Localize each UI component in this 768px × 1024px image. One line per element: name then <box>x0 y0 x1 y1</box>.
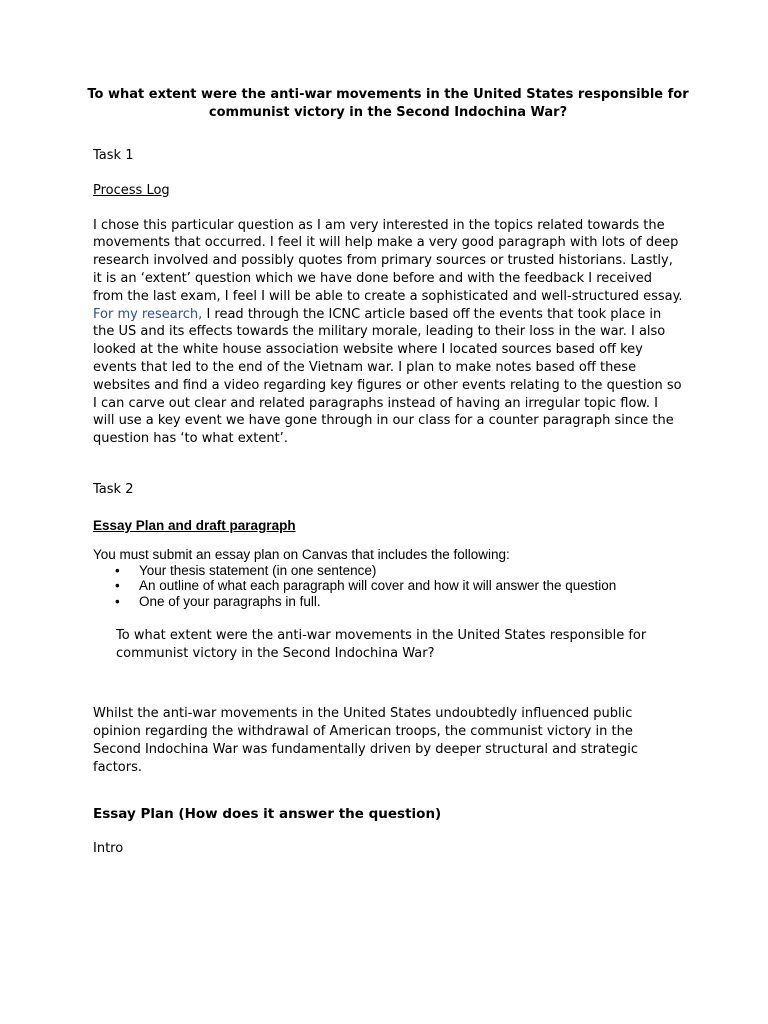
task2-label: Task 2 <box>93 481 134 497</box>
process-log-text-2: I read through the ICNC article based off the events that took place in the US and its effects towards the military morale, leading to their loss in the war. I also looked at the white house association website where I located sources based off key events that led to the end of the Vietnam war. I plan to make notes based off these websites and find a video regarding key figures or other events relating to the question so I can carve out clear and related paragraphs instead of having an irregular topic flow. I will use a key event we have gone through in our class for a counter paragraph since the question has ‘to what extent’. <box>93 306 682 447</box>
thesis-statement: Whilst the anti-war movements in the United States undoubtedly influenced public opinion regarding the withdrawal of American troops, the communist victory in the Second Indochina War was fundamentally driven by deeper structural and strategic factors. <box>93 706 639 776</box>
intro-label: Intro <box>93 841 124 857</box>
bullet-icon: • <box>115 593 120 609</box>
process-log-heading: Process Log <box>93 182 170 198</box>
requirement-item <box>93 578 683 594</box>
title-line-1: To what extent were the anti-war movements in the United States responsible for <box>87 87 689 102</box>
title-line-2: communist victory in the Second Indochina War? <box>208 105 568 120</box>
requirement-text: Your thesis statement (in one sentence) <box>139 562 377 578</box>
bullet-icon: • <box>115 578 120 594</box>
requirement-text: An outline of what each paragraph will cover and how it will answer the question <box>139 578 617 594</box>
essay-question: To what extent were the anti-war movements in the United States responsible for communist victory in the Second Indochina War? <box>116 628 647 662</box>
research-link-text: For my research, <box>93 306 203 322</box>
process-log-paragraph <box>93 217 683 448</box>
document-page <box>87 86 689 871</box>
essay-plan-draft-heading: Essay Plan and draft paragraph <box>93 517 296 533</box>
document-title <box>83 86 693 122</box>
bullet-icon: • <box>115 562 120 578</box>
task1-label: Task 1 <box>93 148 134 163</box>
requirements-list <box>93 563 683 610</box>
submit-instructions: You must submit an essay plan on Canvas that includes the following: <box>93 546 510 562</box>
requirement-item <box>93 594 683 610</box>
requirement-text: One of your paragraphs in full. <box>139 593 321 609</box>
essay-plan-heading: Essay Plan (How does it answer the question) <box>93 806 442 823</box>
requirement-item <box>93 563 683 579</box>
process-log-text-1: I chose this particular question as I am very interested in the topics related towards the movements that occurred. I feel it will help make a very good paragraph with lots of deep research involved and possibly quotes from primary sources or trusted historians. Lastly, it is an ‘extent’ question which we have done before and with the feedback I received from the last exam, I feel I will be able to create a sophisticated and well-structured essay. <box>93 217 683 304</box>
